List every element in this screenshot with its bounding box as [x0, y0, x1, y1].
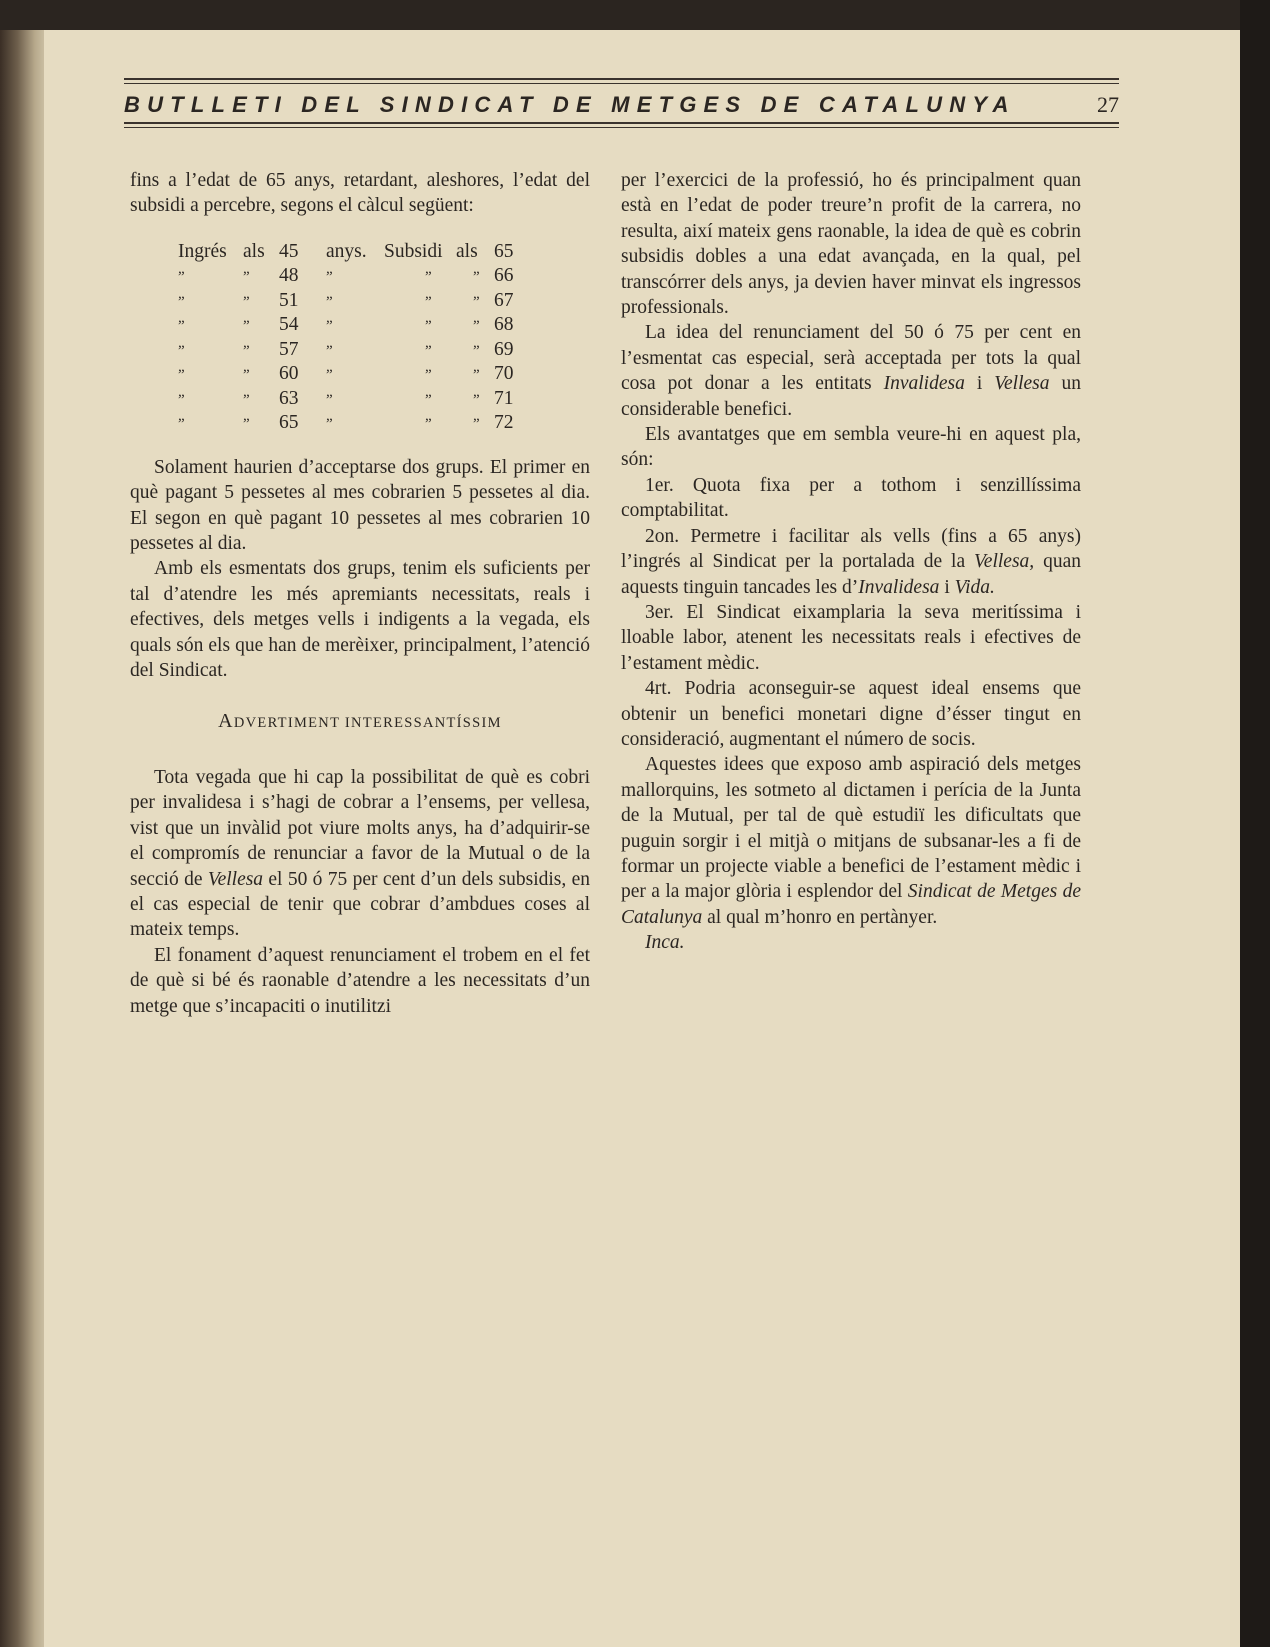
list-item — [621, 524, 1081, 600]
journal-title: BUTLLETI DEL SINDICAT DE METGES DE CATALUNYA — [124, 92, 1016, 117]
ditto-mark: ” — [425, 318, 432, 335]
ditto-mark: ” — [326, 367, 333, 384]
ditto-mark: ” — [425, 416, 432, 433]
ditto-mark: ” — [425, 293, 432, 310]
header-rule-top — [124, 78, 1119, 80]
ditto-mark: ” — [473, 318, 480, 335]
paragraph — [621, 320, 1081, 422]
ditto-mark: ” — [243, 269, 250, 286]
header-rule-top-thin — [124, 83, 1119, 84]
running-header — [124, 90, 1119, 130]
table-cell: 54 — [279, 314, 299, 336]
table-cell: 48 — [279, 265, 299, 287]
header-rule-bottom — [124, 122, 1119, 124]
ditto-mark: ” — [178, 391, 185, 408]
ditto-mark: ” — [326, 293, 333, 310]
ditto-mark: ” — [473, 269, 480, 286]
paragraph: Els avantatges que em sembla veure-hi en aquest pla, són: — [621, 424, 1081, 471]
ditto-mark: ” — [178, 269, 185, 286]
table-cell: 67 — [494, 289, 514, 311]
ditto-mark: ” — [178, 416, 185, 433]
left-column — [130, 168, 590, 1019]
italic-text: Vellesa — [994, 373, 1050, 395]
table-cell: 71 — [494, 387, 514, 409]
ditto-mark: ” — [473, 342, 480, 359]
italic-text: Vellesa — [207, 868, 264, 890]
text-run: al qual m’honro en pertànyer. — [707, 906, 938, 928]
paragraph: fins a l’edat de 65 anys, retardant, aleshores, l’edat del subsidi a percebre, segons el càlcul següent: — [130, 170, 590, 217]
italic-text: Invalidesa — [858, 576, 940, 598]
ditto-mark: ” — [243, 293, 250, 310]
ditto-mark: ” — [473, 367, 480, 384]
list-item: 3er. El Sindicat eixamplaria la seva meritíssima i lloable labor, atenent les necessitats reals i efectives de l’estament mèdic. — [621, 601, 1081, 674]
section-heading — [130, 709, 590, 736]
ditto-mark: ” — [178, 318, 185, 335]
text-run: un considerable benefici. — [621, 373, 1081, 420]
table-cell: 70 — [494, 363, 514, 385]
table-cell: 69 — [494, 338, 514, 360]
ditto-mark: ” — [425, 269, 432, 286]
ditto-mark: ” — [178, 367, 185, 384]
ditto-mark: ” — [178, 342, 185, 359]
ditto-mark: ” — [243, 367, 250, 384]
text-run: La idea del renunciament del 50 ó 75 per cent en l’esmentat cas especial, serà acceptada per tots la qual cosa pot donar a les entitats — [621, 322, 1081, 395]
ditto-mark: ” — [473, 293, 480, 310]
text-run: 2on. Permetre i facilitar als vells (fins a 65 anys) l’ingrés al Sindicat per la portalada de la — [621, 525, 1081, 573]
table-header-cell: als — [456, 240, 478, 262]
ditto-mark: ” — [425, 367, 432, 384]
table-header-cell: anys. — [326, 240, 367, 262]
italic-text: Sindicat de Metges de Catalunya — [621, 881, 1082, 928]
ditto-mark: ” — [243, 416, 250, 433]
paragraph — [130, 765, 590, 943]
ditto-mark: ” — [178, 293, 185, 310]
ditto-mark: ” — [326, 269, 333, 286]
right-column — [621, 168, 1081, 956]
ditto-mark: ” — [243, 318, 250, 335]
ditto-mark: ” — [326, 416, 333, 433]
section-heading-text: DVERTIMENT INTERESSANTÍSSIM — [233, 715, 502, 732]
text-run: Tota vegada que hi cap la possibilitat de què es cobri per invalidesa i s’hagi de cobrar a l’ensems, per vellesa, vist que un invàlid pot viure molts anys, ha d’adquirir-se el compromís de renunciar a favor de la Mutual o de la secció de — [130, 766, 590, 890]
table-cell: 57 — [279, 338, 299, 360]
table-header-cell: Subsidi — [384, 240, 443, 262]
table-header-cell: 45 — [279, 240, 299, 262]
subsidy-table — [130, 239, 590, 437]
ditto-mark: ” — [473, 416, 480, 433]
section-heading-initial: A — [218, 710, 234, 733]
ditto-mark: ” — [243, 391, 250, 408]
ditto-mark: ” — [425, 342, 432, 359]
text-run: el 50 ó 75 per cent d’un dels subsidis, en el cas especial de tenir que cobrar d’ambdues coses al mateix temps. — [130, 868, 590, 941]
italic-text: Vida. — [954, 576, 995, 598]
table-cell: 68 — [494, 314, 514, 336]
italic-text: Invalidesa — [883, 373, 965, 395]
ditto-mark: ” — [425, 391, 432, 408]
table-cell: 60 — [279, 363, 299, 385]
book-binding — [0, 30, 50, 1647]
text-run: i — [944, 576, 950, 598]
signature-place — [621, 930, 1081, 955]
text-run: quan aquests tinguin tancades les d’ — [621, 551, 1081, 598]
page-number: 27 — [1097, 92, 1119, 117]
table-cell: 72 — [494, 412, 514, 434]
header-rule-bottom-thin — [124, 127, 1119, 128]
paragraph: El fonament d’aquest renunciament el trobem en el fet de què si bé és raonable d’atendre a les necessitats d’un metge que s’incapaciti o inutilitzi — [130, 944, 590, 1017]
italic-text: Vellesa, — [974, 551, 1035, 573]
table-cell: 51 — [279, 289, 299, 311]
list-item: 4rt. Podria aconseguir-se aquest ideal ensems que obtenir un benefici monetari digne d’ésser tingut en consideració, augmentant el número de socis. — [621, 678, 1081, 750]
table-cell: 65 — [279, 412, 299, 434]
paragraph: Solament haurien d’acceptarse dos grups. El primer en què pagant 5 pessetes al mes cobrarien 5 pessetes al dia. El segon en què pagant 10 pessetes al mes cobrarien 10 pessetes al dia. — [130, 456, 590, 555]
table-header-cell: 65 — [494, 240, 514, 262]
scan-edge — [1240, 0, 1270, 1647]
paragraph: per l’exercici de la professió, ho és principalment quan està en l’edat de poder treure’n profit de la carrera, no resulta, així mateix gens raonable, la idea de què es cobrin subsidis dobles a una edat avançada, en la qual, pel transcórrer dels anys, ja devien haver minvat els ingressos professionals. — [621, 170, 1081, 319]
journal-page — [44, 30, 1240, 1647]
ditto-mark: ” — [326, 318, 333, 335]
paragraph: Amb els esmentats dos grups, tenim els suficients per tal d’atendre les més apremiants necessitats, reals i efectives, dels metges vells i indigents a la vegada, els quals són els que han de merèixer, principalment, l’atenció del Sindicat. — [130, 558, 590, 682]
ditto-mark: ” — [326, 391, 333, 408]
list-item: 1er. Quota fixa per a tothom i senzillíssima comptabilitat. — [621, 474, 1081, 522]
table-cell: 63 — [279, 387, 299, 409]
ditto-mark: ” — [243, 342, 250, 359]
table-header-cell: Ingrés — [178, 240, 227, 262]
text-run: i — [976, 373, 983, 395]
table-header-cell: als — [243, 240, 265, 262]
paragraph — [621, 752, 1081, 930]
signature-text: Inca. — [645, 932, 685, 954]
ditto-mark: ” — [326, 342, 333, 359]
table-cell: 66 — [494, 265, 514, 287]
text-run: Aquestes idees que exposo amb aspiració dels metges mallorquins, les sotmeto al dictamen i perícia de la Junta de la Mutual, per tal de què estudiï les dificultats que puguin sorgir i el mitjà o mitjans de subsanar-les a fi de formar un projecte viable a benefici de l’estament mèdic i per a la major glòria i esplendor del — [621, 754, 1081, 903]
ditto-mark: ” — [473, 391, 480, 408]
